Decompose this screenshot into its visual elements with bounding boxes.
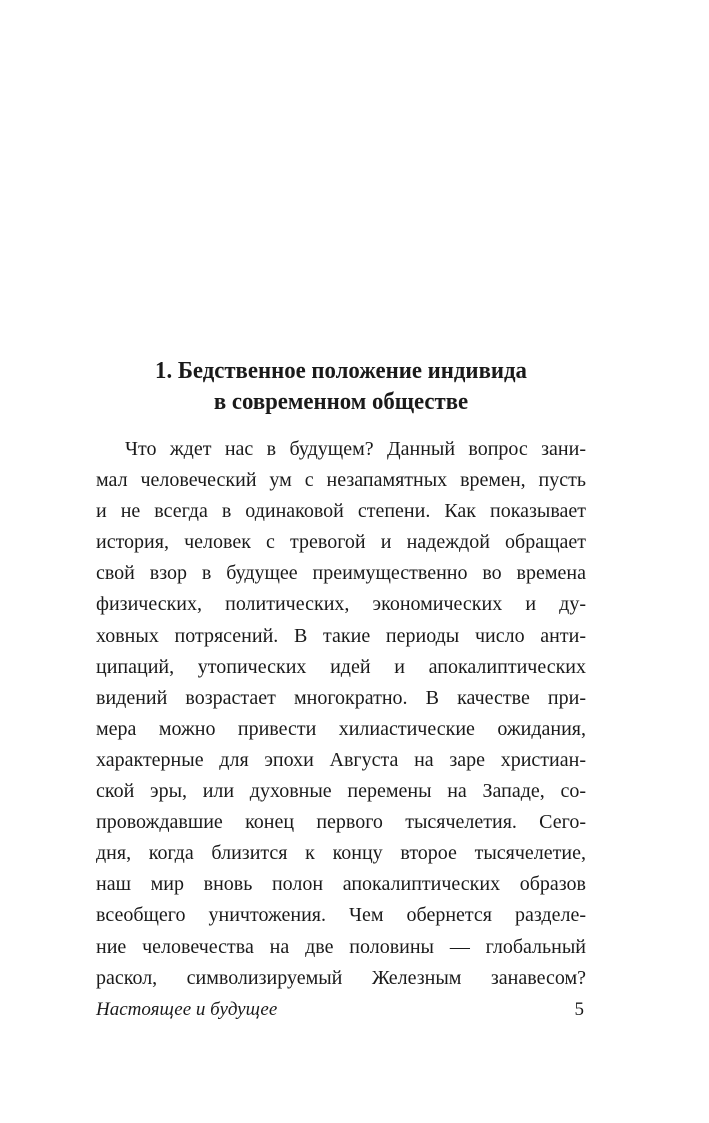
paragraph-line: раскол, символизируемый Железным занавесом?	[96, 966, 586, 989]
body-paragraph	[96, 434, 586, 994]
paragraph-line: характерные для эпохи Августа на заре христиан-	[96, 748, 586, 771]
chapter-heading-line-1: 1. Бедственное положение индивида	[155, 357, 527, 384]
paragraph-line: всеобщего уничтожения. Чем обернется разделе-	[96, 904, 586, 927]
paragraph-line: Что ждет нас в будущем? Данный вопрос зани-	[125, 438, 586, 460]
paragraph-line: ской эры, или духовные перемены на Западе, со-	[96, 780, 586, 803]
paragraph-line: провождавшие конец первого тысячелетия. Сего-	[96, 811, 586, 834]
page-footer	[96, 996, 586, 1024]
running-title: Настоящее и будущее	[96, 999, 278, 1020]
paragraph-line: наш мир вновь полон апокалиптических образов	[96, 873, 586, 896]
paragraph-line: дня, когда близится к концу второе тысячелетие,	[96, 842, 586, 865]
paragraph-line: история, человек с тревогой и надеждой обращает	[96, 531, 586, 554]
paragraph-line: физических, политических, экономических и ду-	[96, 593, 586, 616]
chapter-heading	[113, 355, 569, 417]
page-number: 5	[574, 999, 584, 1020]
paragraph-line: ховных потрясений. В такие периоды число анти-	[96, 624, 586, 647]
paragraph-line: видений возрастает многократно. В качестве при-	[96, 686, 586, 709]
chapter-heading-line-2: в современном обществе	[213, 388, 469, 415]
paragraph-line: свой взор в будущее преимущественно во времена	[96, 562, 586, 585]
paragraph-line: мал человеческий ум с незапамятных времен, пусть	[96, 469, 586, 492]
paragraph-line: ципаций, утопических идей и апокалиптических	[96, 655, 586, 678]
paragraph-line: ние человечества на две половины — глобальный	[96, 935, 586, 958]
paragraph-line: мера можно привести хилиастические ожидания,	[96, 717, 586, 740]
paragraph-line: и не всегда в одинаковой степени. Как показывает	[96, 500, 586, 523]
